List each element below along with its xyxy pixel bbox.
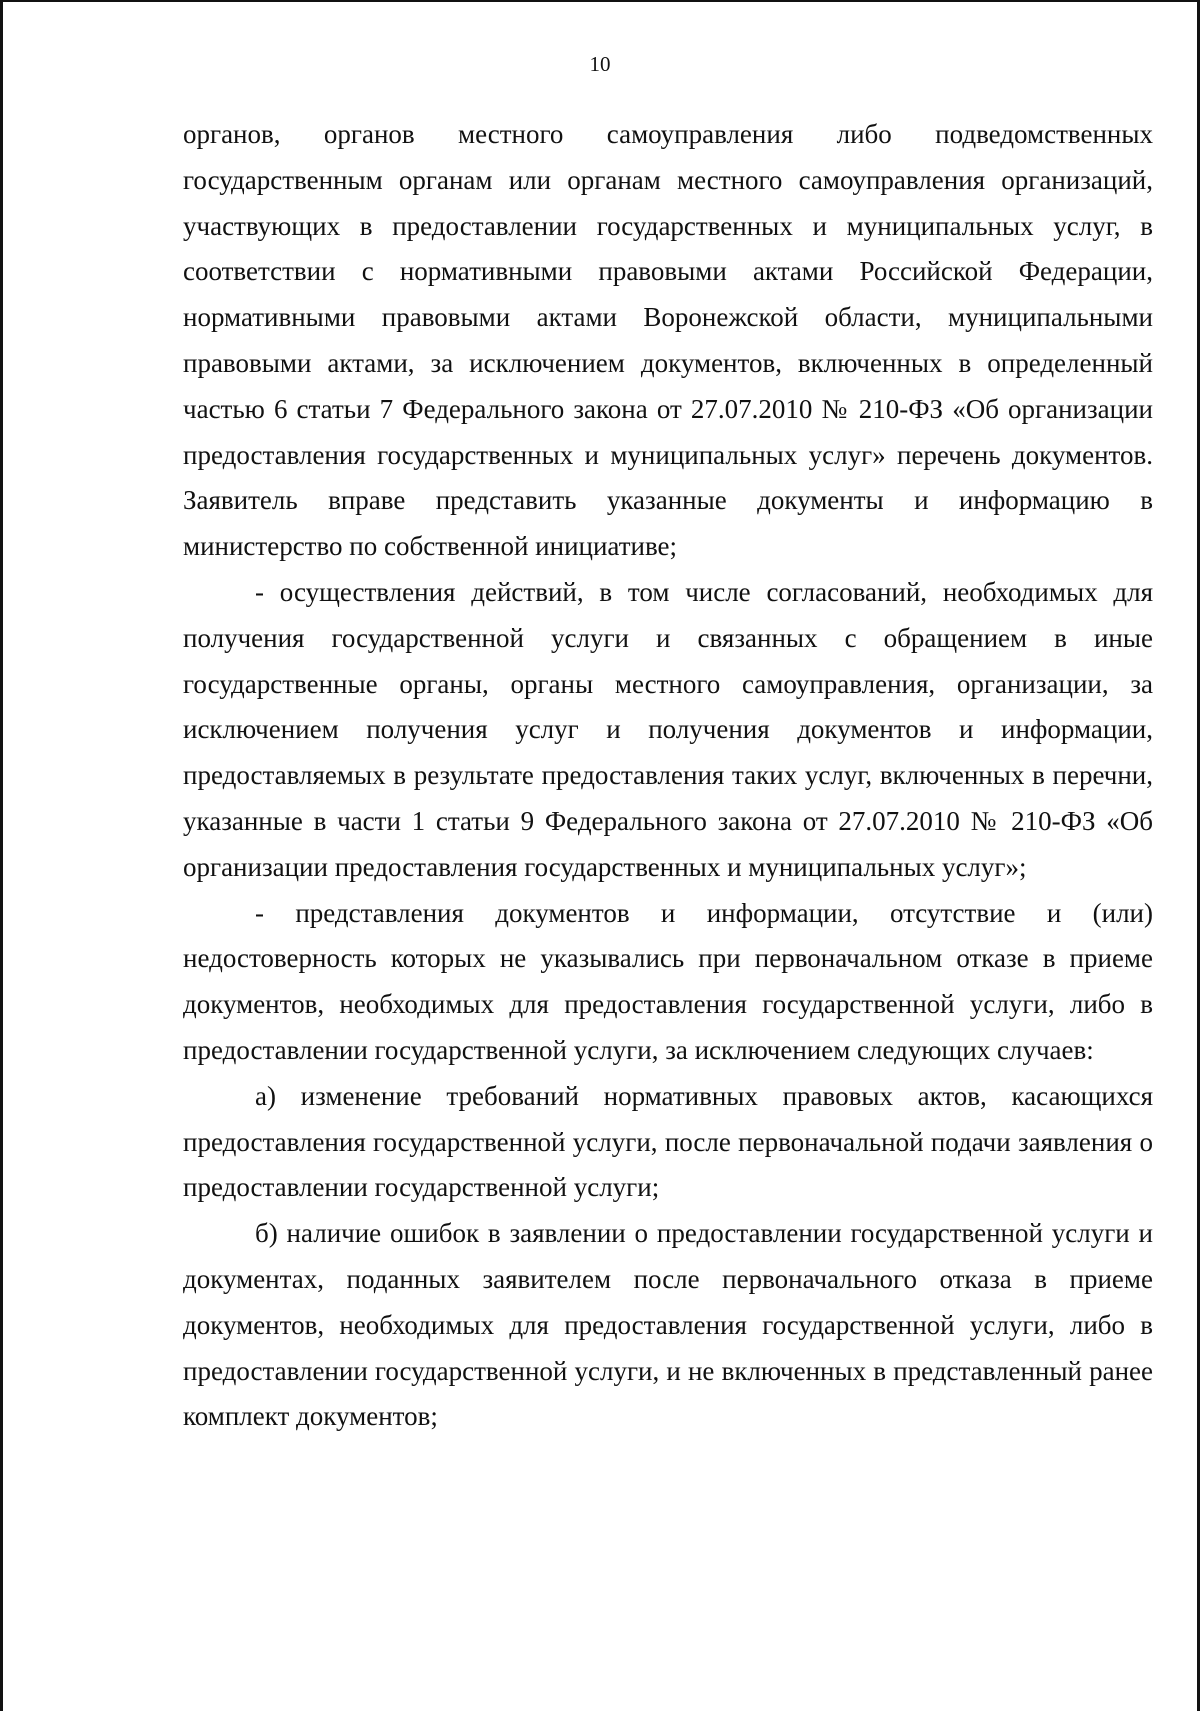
paragraph-continuation: органов, органов местного самоуправления либо подведомственных государственным органам или органам местного самоуправления организаций, участвующих в предоставлении государственных и муниципальных услуг, в соответствии с нормативными правовыми актами Российской Федерации, нормативными правовыми актами Воронежской области, муниципальными правовыми актами, за исключением документов, включенных в определенный частью 6 статьи 7 Федерального закона от 27.07.2010 № 210-ФЗ «Об организации предоставления государственных и муниципальных услуг» перечень документов. Заявитель вправе представить указанные документы и информацию в министерство по собственной инициативе; <box>183 119 1153 562</box>
page-number: 10 <box>589 52 611 76</box>
document-body <box>183 112 1153 1440</box>
paragraph-case-a: а) изменение требований нормативных правовых актов, касающихся предоставления государственной услуги, после первоначальной подачи заявления о предоставлении государственной услуги; <box>183 1080 1153 1203</box>
paragraph-case-b: б) наличие ошибок в заявлении о предоставлении государственной услуги и документах, поданных заявителем после первоначального отказа в приеме документов, необходимых для предоставления государственной услуги, либо в предоставлении государственной услуги, и не включенных в представленный ранее комплект документов; <box>183 1218 1153 1432</box>
paragraph-actions-clause: - осуществления действий, в том числе согласований, необходимых для получения государственной услуги и связанных с обращением в иные государственные органы, органы местного самоуправления, организации, за исключением получения услуг и получения документов и информации, предоставляемых в результате предоставления таких услуг, включенных в перечни, указанные в части 1 статьи 9 Федерального закона от 27.07.2010 № 210-ФЗ «Об организации предоставления государственных и муниципальных услуг»; <box>183 576 1153 882</box>
paragraph-documents-clause: - представления документов и информации, отсутствие и (или) недостоверность которых не указывались при первоначальном отказе в приеме документов, необходимых для предоставления государственной услуги, либо в предоставлении государственной услуги, за исключением следующих случаев: <box>183 897 1153 1065</box>
